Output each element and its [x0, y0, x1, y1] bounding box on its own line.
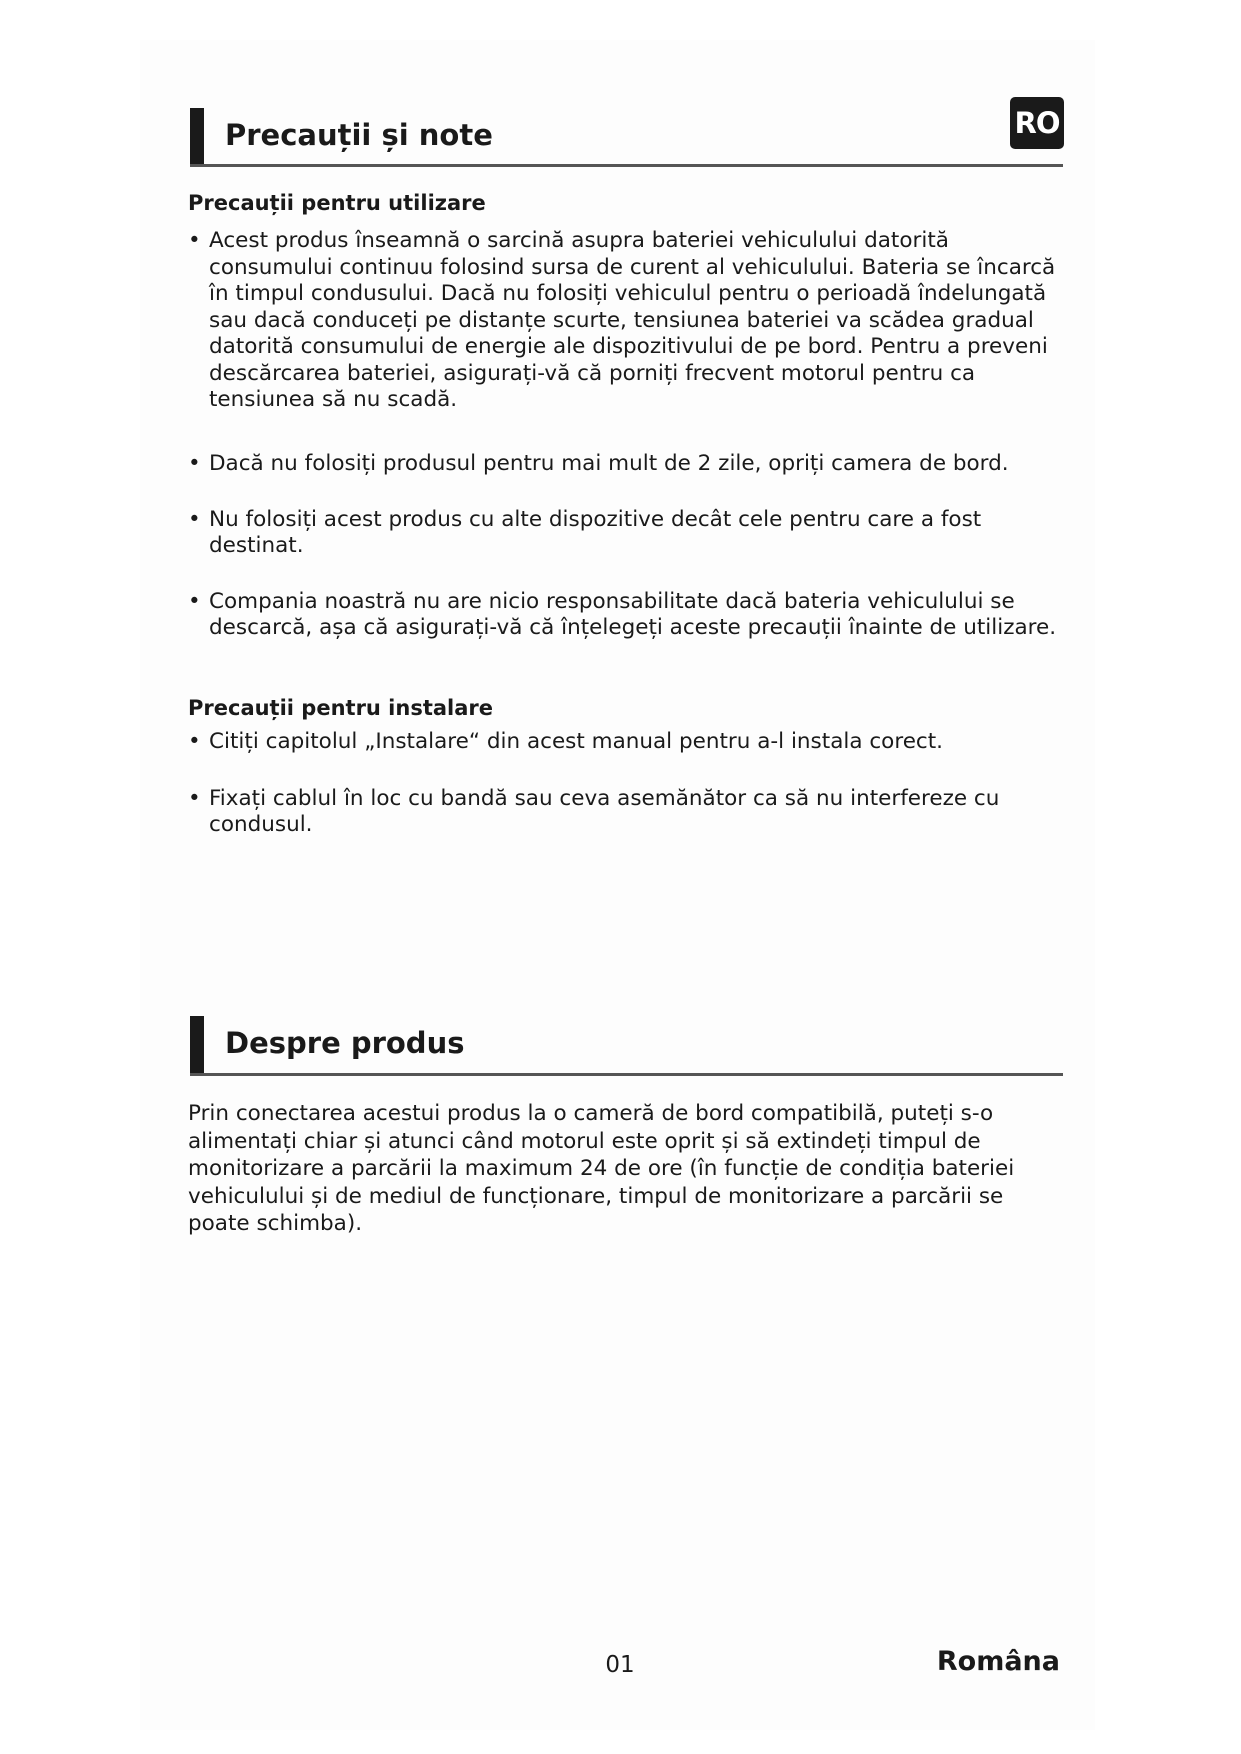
- list-item: [188, 786, 1068, 838]
- section-marker-bar: [190, 108, 204, 164]
- list-item: [188, 451, 1068, 477]
- section-header-about: [190, 1016, 1063, 1076]
- bullet-text: Nu folosiți acest produs cu alte dispozitive decât cele pentru care a fost destinat.: [209, 507, 982, 558]
- bullet-text: Dacă nu folosiți produsul pentru mai mult de 2 zile, opriți camera de bord.: [209, 451, 1009, 476]
- page-number: 01: [605, 1652, 635, 1678]
- bullet-text: Acest produs înseamnă o sarcină asupra bateriei vehiculului datorită consumului continuu folosind sursa de curent al vehiculului. Bateria se încarcă în timpul condusului. Dacă nu folosiți vehiculul pentru o perioadă îndelungată sau dacă conduceți pe distanțe scurte, tensiunea bateriei va scădea gradual datorită consumului de energie ale dispozitivului de pe bord. Pentru a preveni descărcarea bateriei, asigurați-vă că porniți frecvent motorul pentru ca tensiunea să nu scadă.: [209, 228, 1056, 412]
- bullet-icon: •: [188, 786, 201, 811]
- list-item: [188, 228, 1068, 414]
- section-marker-bar: [190, 1016, 204, 1073]
- section-title-about: Despre produs: [225, 1026, 465, 1060]
- footer-language: Româna: [936, 1646, 1060, 1677]
- bullet-icon: •: [188, 729, 201, 754]
- list-item: [188, 729, 1068, 755]
- bullet-text: Fixați cablul în loc cu bandă sau ceva asemănător ca să nu interfereze cu condusul.: [209, 786, 1000, 837]
- bullet-icon: •: [188, 507, 201, 532]
- bullet-text: Citiți capitolul „Instalare“ din acest manual pentru a-l instala corect.: [209, 729, 944, 754]
- language-badge: RO: [1010, 97, 1064, 149]
- list-item: [188, 589, 1068, 641]
- section-title-precautions: Precauții și note: [225, 118, 493, 152]
- subheading-usage: Precauții pentru utilizare: [188, 191, 486, 215]
- bullet-icon: •: [188, 589, 201, 614]
- list-item: [188, 507, 1068, 559]
- subheading-install: Precauții pentru instalare: [188, 696, 494, 720]
- bullet-icon: •: [188, 228, 201, 253]
- about-paragraph: Prin conectarea acestui produs la o cameră de bord compatibilă, puteți s-o alimentați chiar și atunci când motorul este oprit și să extindeți timpul de monitorizare a parcării la maximum 24 de ore (în funcție de condiția bateriei vehiculului și de mediul de funcționare, timpul de monitorizare a parcării se poate schimba).: [188, 1101, 1015, 1236]
- bullet-icon: •: [188, 451, 201, 476]
- bullet-text: Compania noastră nu are nicio responsabilitate dacă bateria vehiculului se descarcă, așa că asigurați-vă că înțelegeți aceste precauții înainte de utilizare.: [209, 589, 1057, 640]
- section-header-precautions: [190, 108, 1063, 167]
